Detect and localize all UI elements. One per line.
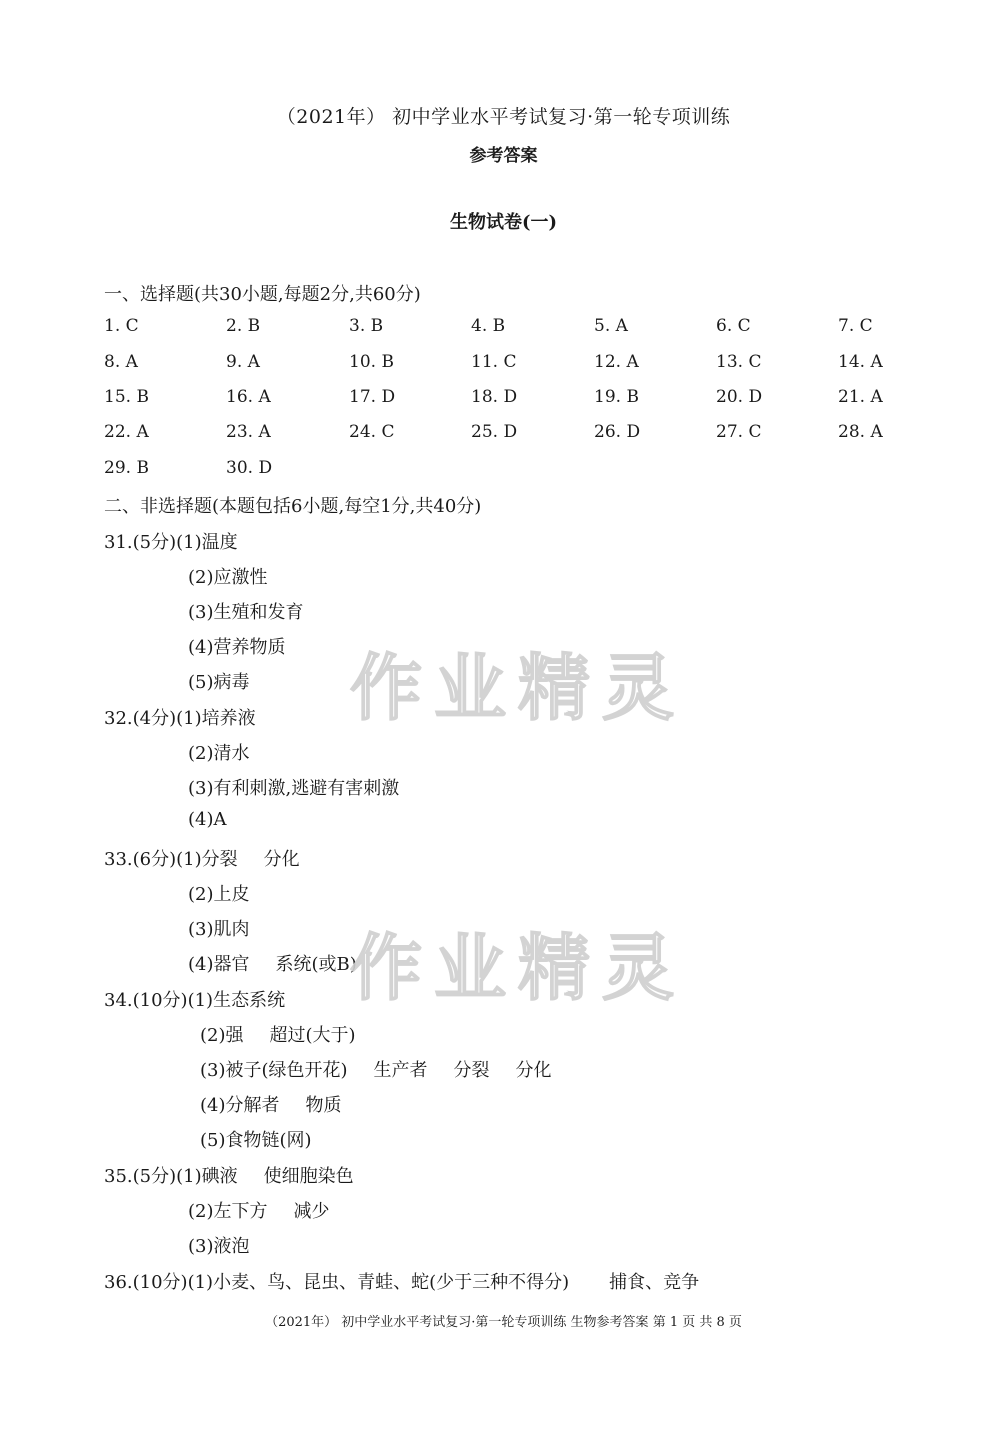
q34-answer: (2)强 <box>200 1025 244 1046</box>
mc-answer: 9. A <box>226 352 260 372</box>
q32-line1: 32.(4分)(1)培养液 <box>104 708 256 729</box>
mc-answer: 18. D <box>471 387 518 407</box>
q34-line2 <box>200 1021 356 1047</box>
q33-line2: (2)上皮 <box>188 884 250 905</box>
mc-answer: 15. B <box>104 387 149 407</box>
q32-line2: (2)清水 <box>188 743 250 764</box>
q35-answer: (2)左下方 <box>188 1201 268 1222</box>
page-subtitle: 参考答案 <box>469 146 538 166</box>
q31-line2: (2)应激性 <box>188 567 268 588</box>
q33-answer: 分化 <box>263 849 300 870</box>
q33-line3: (3)肌肉 <box>188 919 250 940</box>
q34-line1: 34.(10分)(1)生态系统 <box>104 990 286 1011</box>
q34-line4 <box>200 1091 342 1117</box>
q31-line4: (4)营养物质 <box>188 637 286 658</box>
mc-answer: 14. A <box>838 352 883 372</box>
q31-line5: (5)病毒 <box>188 672 250 693</box>
q34-line3 <box>200 1056 552 1082</box>
q32-line3: (3)有利刺激,逃避有害刺激 <box>188 778 400 799</box>
section1-heading: 一、选择题(共30小题,每题2分,共60分) <box>104 284 421 305</box>
q35-answer: 减少 <box>293 1201 330 1222</box>
mc-answer: 11. C <box>471 352 517 372</box>
q31-line3: (3)生殖和发育 <box>188 602 304 623</box>
q36-line1 <box>104 1268 699 1294</box>
page-header-title: （2021年） 初中学业水平考试复习·第一轮专项训练 <box>276 106 731 128</box>
watermark-logo: 作业精灵 <box>350 646 687 730</box>
mc-answer: 6. C <box>716 316 751 336</box>
mc-answer: 19. B <box>594 387 639 407</box>
mc-answer: 23. A <box>226 422 271 442</box>
mc-answer: 29. B <box>104 458 149 478</box>
mc-answer: 13. C <box>716 352 762 372</box>
mc-answer: 27. C <box>716 422 762 442</box>
q34-answer: 生产者 <box>373 1060 428 1081</box>
mc-answer: 10. B <box>349 352 394 372</box>
q34-answer: (3)被子(绿色开花) <box>200 1060 348 1081</box>
q34-answer: 分裂 <box>453 1060 490 1081</box>
mc-answer: 8. A <box>104 352 138 372</box>
mc-answer: 12. A <box>594 352 639 372</box>
q33-answer: 系统(或B) <box>275 954 357 975</box>
q34-answer: 超过(大于) <box>269 1025 356 1046</box>
q34-answer: 物质 <box>305 1095 342 1116</box>
mc-answer: 1. C <box>104 316 139 336</box>
q34-answer: (4)分解者 <box>200 1095 280 1116</box>
q31-line1: 31.(5分)(1)温度 <box>104 532 238 553</box>
q35-line3: (3)液泡 <box>188 1236 250 1257</box>
section2-heading: 二、非选择题(本题包括6小题,每空1分,共40分) <box>104 496 482 517</box>
q33-answer: (4)器官 <box>188 954 250 975</box>
q33-answer: 33.(6分)(1)分裂 <box>104 849 238 870</box>
q35-line1 <box>104 1162 354 1188</box>
q34-answer: 分化 <box>515 1060 552 1081</box>
q34-line5: (5)食物链(网) <box>200 1130 312 1151</box>
mc-answer: 4. B <box>471 316 506 336</box>
q33-line1 <box>104 845 300 871</box>
mc-answer: 25. D <box>471 422 518 442</box>
q32-line4: (4)A <box>188 809 227 830</box>
mc-answer: 28. A <box>838 422 883 442</box>
mc-answer: 21. A <box>838 387 883 407</box>
q33-line4 <box>188 950 357 976</box>
watermark-logo: 作业精灵 <box>350 926 687 1010</box>
mc-answer: 7. C <box>838 316 873 336</box>
q35-answer: 使细胞染色 <box>263 1166 354 1187</box>
mc-answer: 30. D <box>226 458 273 478</box>
q36-answer: 36.(10分)(1)小麦、鸟、昆虫、青蛙、蛇(少于三种不得分) <box>104 1272 570 1293</box>
mc-answer: 5. A <box>594 316 628 336</box>
mc-answer: 17. D <box>349 387 396 407</box>
mc-answer: 22. A <box>104 422 149 442</box>
q35-answer: 35.(5分)(1)碘液 <box>104 1166 238 1187</box>
page-footer: （2021年） 初中学业水平考试复习·第一轮专项训练 生物参考答案 第 1 页 共 8 页 <box>265 1315 742 1330</box>
mc-answer: 24. C <box>349 422 395 442</box>
q36-answer: 捕食、竞争 <box>609 1272 700 1293</box>
mc-answer: 26. D <box>594 422 641 442</box>
q35-line2 <box>188 1197 330 1223</box>
mc-answer: 16. A <box>226 387 271 407</box>
mc-answer: 3. B <box>349 316 384 336</box>
mc-answer: 20. D <box>716 387 763 407</box>
mc-answer: 2. B <box>226 316 261 336</box>
paper-title: 生物试卷(一) <box>449 212 558 233</box>
